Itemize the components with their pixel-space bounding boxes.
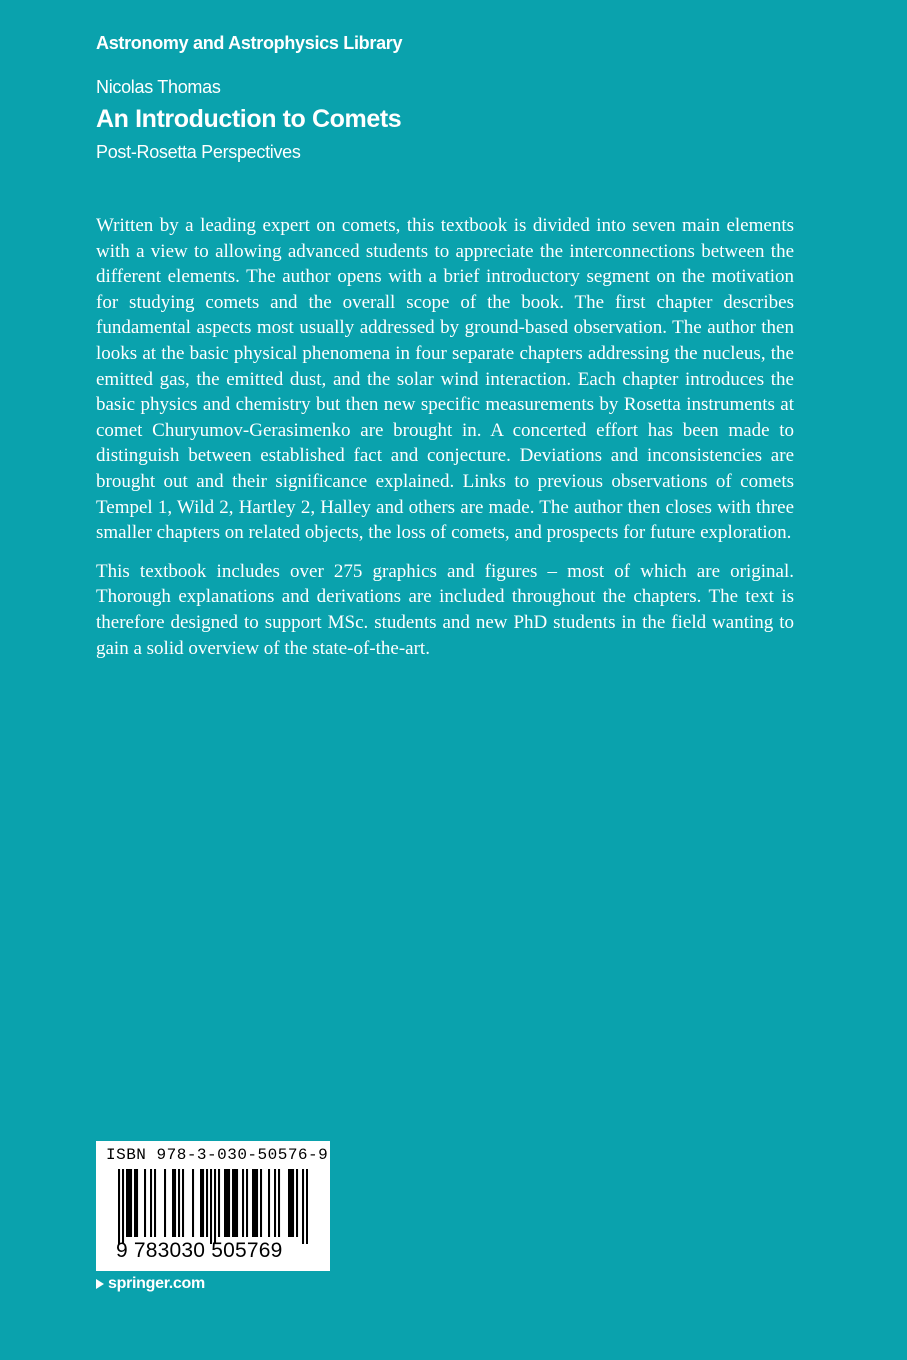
barcode-bar (236, 1169, 238, 1237)
barcode-bar (130, 1169, 132, 1237)
barcode-bar (296, 1169, 298, 1237)
barcode-bar (252, 1169, 254, 1237)
barcode-bar (268, 1169, 270, 1237)
barcode-bar (228, 1169, 230, 1237)
barcode-bar (274, 1169, 276, 1237)
book-subtitle: Post-Rosetta Perspectives (96, 142, 301, 162)
barcode-bar (278, 1169, 280, 1237)
blurb-paragraph: This textbook includes over 275 graphics and figures – most of which are original. Thorough explanations and derivations are included throughout the chapters. The text is therefore designed to support MSc. students and new PhD students in the field wanting to gain a solid overview of the state-of-the-art. (96, 560, 794, 659)
barcode-bar (126, 1169, 128, 1237)
barcode-bar (134, 1169, 136, 1237)
barcode-bar (254, 1169, 256, 1237)
book-title: An Introduction to Comets (96, 105, 402, 133)
barcode-bar (288, 1169, 290, 1237)
barcode-bar (242, 1169, 244, 1237)
barcode-bar (200, 1169, 202, 1237)
barcode-bar (302, 1169, 304, 1244)
publisher-link[interactable] (96, 1275, 205, 1293)
barcode-bars (118, 1169, 308, 1244)
publisher-label: springer.com (108, 1275, 205, 1292)
barcode-bar (226, 1169, 228, 1237)
barcode-bar (202, 1169, 204, 1237)
barcode-bar (192, 1169, 194, 1237)
barcode-bar (260, 1169, 262, 1237)
barcode-bar (290, 1169, 292, 1237)
blurb (96, 213, 794, 661)
barcode-bar (256, 1169, 258, 1237)
barcode-bar (232, 1169, 234, 1237)
barcode-bar (122, 1169, 124, 1244)
barcode-bar (128, 1169, 130, 1237)
barcode-bar (178, 1169, 180, 1237)
arrow-right-icon (96, 1279, 104, 1289)
barcode-bar (292, 1169, 294, 1237)
barcode-bar (306, 1169, 308, 1244)
series-name: Astronomy and Astrophysics Library (96, 33, 403, 53)
barcode-bar (150, 1169, 152, 1237)
barcode-bar (136, 1169, 138, 1237)
barcode-bar (210, 1169, 212, 1244)
blurb-paragraph: Written by a leading expert on comets, this textbook is divided into seven main elements with a view to allowing advanced students to appreciate the interconnections between the different elements. The author opens with a brief introductory segment on the motivation for studying comets and the overall scope of the book. The first chapter describes fundamental aspects most usually addressed by ground-based observation. The author then looks at the basic physical phenomena in four separate chapters addressing the nucleus, the emitted gas, the emitted dust, and the solar wind interaction. Each chapter introduces the basic physics and chemistry but then new specific measurements by Rosetta instruments at comet Churyumov-Gerasimenko are brought in. A concerted effort has been made to distinguish between established fact and conjecture. Deviations and inconsistencies are brought out and their significance explained. Links to previous observations of comets Tempel 1, Wild 2, Hartley 2, Halley and others are made. The author then closes with three smaller chapters on related objects, the loss of comets, and prospects for future exploration. (96, 215, 794, 544)
barcode-bar (172, 1169, 174, 1237)
barcode-bar (234, 1169, 236, 1237)
ean-digits: 9 783030 505769 (116, 1239, 283, 1262)
barcode-bar (118, 1169, 120, 1244)
barcode-bar (246, 1169, 248, 1237)
isbn-label: ISBN 978-3-030-50576-9 (106, 1146, 329, 1164)
barcode-bar (214, 1169, 216, 1244)
barcode-bar (218, 1169, 220, 1237)
author-name: Nicolas Thomas (96, 77, 221, 97)
barcode-bar (154, 1169, 156, 1237)
barcode-bar (182, 1169, 184, 1237)
barcode-box (96, 1141, 330, 1271)
barcode-bar (224, 1169, 226, 1237)
barcode-bar (206, 1169, 208, 1237)
barcode-bar (144, 1169, 146, 1237)
barcode-bar (174, 1169, 176, 1237)
barcode-bar (164, 1169, 166, 1237)
